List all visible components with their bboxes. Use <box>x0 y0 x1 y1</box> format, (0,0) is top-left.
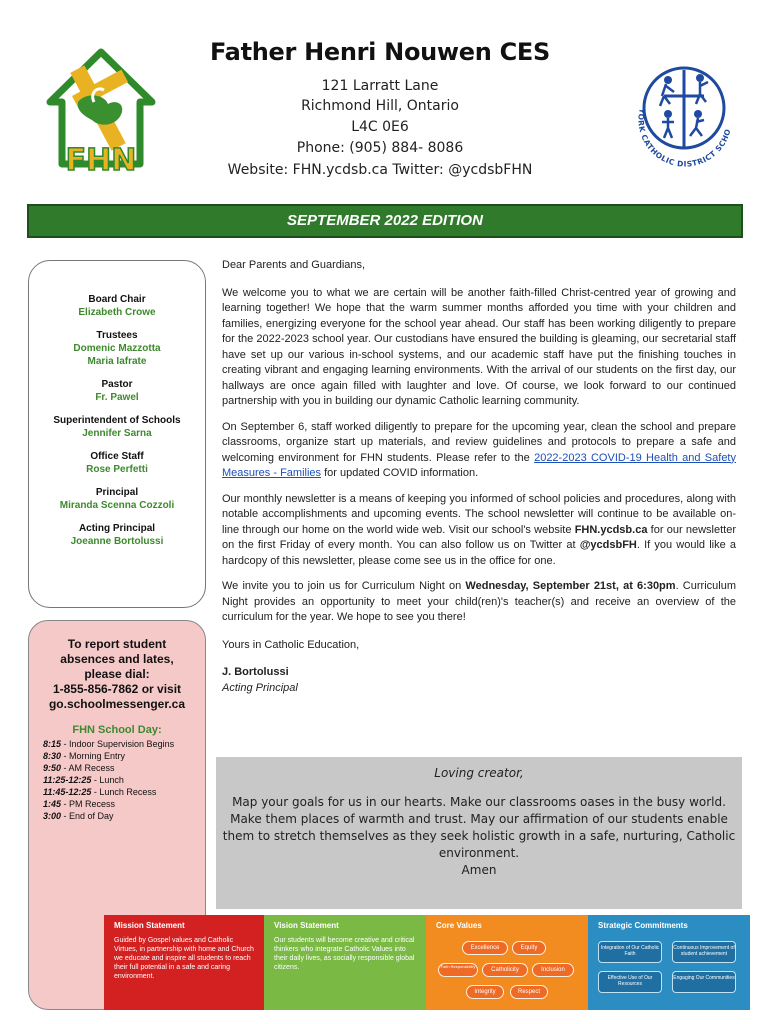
board-group <box>29 522 205 548</box>
schedule-row <box>29 750 205 762</box>
p3-text-c: . If you would like a hardcopy of this newsletter, please come see us in the office for one. <box>222 539 736 567</box>
board-member-name: Elizabeth Crowe <box>78 307 156 318</box>
report-phone: 1-855-856-7862 or visit <box>52 682 182 696</box>
vision-panel <box>264 915 426 1010</box>
strategic-item: Continuous Improvement of student achievement <box>672 941 736 963</box>
letter-paragraph-1: We welcome you to what we are certain will be another faith-filled Christ-centred year of growing and learning together! We hope that the warm summer months afforded you time with your children and families, energizing everyone for the school year ahead. Our staff has been working diligently to prepare for the 2022-2023 school year. Our custodians have ensured the building is gleaming, our secretarial staff have set up our various in-school systems, and our academic staff have put the finishing touches in creating vibrant and engaging learning environments. With the arrival of our students on the first day, our hallways are once again filled with laughter and love. Of course, we look forward to our continued partnership with you in building our dynamic Catholic learning community. <box>222 286 736 407</box>
address-line-1: 121 Larratt Lane <box>321 78 439 94</box>
covid-measures-link[interactable]: 2022-2023 COVID-19 Health and Safety Measures - Families <box>222 451 736 479</box>
strategic-title: Strategic Commitments <box>598 921 688 930</box>
core-value-pill: Catholicity <box>482 963 528 977</box>
core-value-pill: Inclusion <box>532 963 574 977</box>
p2-text-a: On September 6, staff worked diligently to prepare for the upcoming year, clean the school and prepare classrooms, organize start up materials, and review guidelines and protocols to prepare a safe and welcoming environment for FHN students. Please refer to the <box>222 420 736 464</box>
letter-closing: Yours in Catholic Education, <box>222 638 360 651</box>
schedule-desc: - Lunch <box>91 775 124 785</box>
school-day-title: FHN School Day: <box>72 724 162 736</box>
report-line-0: To report student <box>67 637 167 651</box>
core-value-pill: Excellence <box>462 941 508 955</box>
board-member-name: Miranda Scenna Cozzoli <box>59 500 175 511</box>
logo-right-text: YORK CATHOLIC DISTRICT SCHO <box>636 107 733 169</box>
board-group <box>29 486 205 512</box>
address-line-2: Richmond Hill, Ontario <box>301 98 459 114</box>
board-group <box>29 293 205 319</box>
core-value-pill: Integrity <box>466 985 504 999</box>
p3-text-a: Our monthly newsletter is a means of keeping you informed of school policies and procedures, along with notable accomplishments and upcoming events. The school newsletter will continue to be available on-line through our home on the world wide web. Visit our school's website <box>222 492 736 536</box>
board-role: Principal <box>95 487 139 498</box>
board-sidebar <box>28 260 206 608</box>
board-role: Board Chair <box>88 294 146 305</box>
principal-letter <box>222 258 736 696</box>
signature-name: J. Bortolussi <box>222 666 289 678</box>
board-group <box>29 414 205 440</box>
schedule-desc: - PM Recess <box>61 799 116 809</box>
mission-title: Mission Statement <box>114 921 185 930</box>
letter-paragraph-2 <box>222 420 736 482</box>
ycdsb-logo <box>626 52 744 180</box>
schedule-desc: - Lunch Recess <box>91 787 157 797</box>
schedule-row <box>29 798 205 810</box>
edition-banner <box>27 204 743 238</box>
p3-text-b: for our newsletter on the first Friday of every month. You can also follow us on Twitter at <box>222 523 736 551</box>
letter-paragraph-4 <box>222 579 736 626</box>
board-member-name: Joeanne Bortolussi <box>70 536 164 547</box>
board-role: Office Staff <box>90 451 144 462</box>
schedule-time: 9:50 <box>43 763 62 773</box>
schedule-desc: - End of Day <box>61 811 114 821</box>
p4-text-a: We invite you to join us for Curriculum Night on <box>222 580 466 592</box>
signature-title: Acting Principal <box>222 681 298 694</box>
strategic-item: Engaging Our Communities <box>672 971 736 993</box>
board-member-name: Maria Iafrate <box>87 356 147 367</box>
prayer-title: Loving creator, <box>434 766 524 780</box>
school-website-text: FHN.ycdsb.ca <box>574 523 648 536</box>
mission-strip <box>104 915 750 1010</box>
p2-text-b: for updated COVID information. <box>321 467 479 479</box>
board-role: Superintendent of Schools <box>53 415 181 426</box>
report-line-2: please dial: <box>84 667 150 681</box>
prayer-body: Map your goals for us in our hearts. Make our classrooms oases in the busy world. Make them places of warmth and trust. May our affirmation of our students enable them to stretch themselves as they seek holistic growth in a safe, nurturing, Catholic environment. <box>222 795 736 860</box>
core-value-pill: Equity <box>512 941 546 955</box>
schedule-time: 3:00 <box>43 811 62 821</box>
website-twitter: Website: FHN.ycdsb.ca Twitter: @ycdsbFHN <box>227 162 533 178</box>
board-role: Acting Principal <box>78 523 156 534</box>
prayer-amen: Amen <box>461 863 497 877</box>
schedule-time: 11:25-12:25 <box>43 775 92 785</box>
strategic-item: Integration of Our Catholic Faith <box>598 941 662 963</box>
core-values-panel <box>426 915 588 1010</box>
board-group <box>29 450 205 476</box>
core-values-title: Core Values <box>436 921 482 930</box>
schedule-row <box>29 774 205 786</box>
schedule-row <box>29 762 205 774</box>
school-name: Father Henri Nouwen CES <box>209 38 551 66</box>
board-group <box>29 378 205 404</box>
board-role: Trustees <box>96 330 138 341</box>
board-member-name: Rose Perfetti <box>86 464 148 475</box>
board-member-name: Fr. Pawel <box>95 392 139 403</box>
schedule-row <box>29 810 205 822</box>
curriculum-night-date: Wednesday, September 21st, at 6:30pm <box>465 580 676 592</box>
letter-greeting: Dear Parents and Guardians, <box>222 259 366 271</box>
p4-text-b: . Curriculum Night provides an opportunity to meet your child(ren)'s teacher(s) and receive an overview of the curriculum for the year. We hope to see you there! <box>222 580 736 623</box>
schedule-desc: - Morning Entry <box>61 751 126 761</box>
mission-text: Guided by Gospel values and Catholic Virtues, in partnership with home and Church we educate and inspire all students to reach their full potential in a safe and caring environment. <box>114 937 254 980</box>
postal-code: L4C 0E6 <box>351 119 409 135</box>
schedule-time: 1:45 <box>43 799 62 809</box>
board-member-name: Jennifer Sarna <box>82 428 152 439</box>
report-website: go.schoolmessenger.ca <box>48 697 186 711</box>
core-value-pill: Faith Responsibility <box>438 963 478 977</box>
board-member-name: Domenic Mazzotta <box>73 343 161 354</box>
edition-title: SEPTEMBER 2022 EDITION <box>287 212 483 229</box>
strategic-panel <box>588 915 750 1010</box>
board-role: Pastor <box>101 379 133 390</box>
report-line-1: absences and lates, <box>60 652 174 666</box>
twitter-handle-text: @ycdsbFH <box>579 539 637 551</box>
logo-left-text: FHN <box>65 143 137 176</box>
mission-panel <box>104 915 264 1010</box>
schedule-time: 11:45-12:25 <box>43 787 92 797</box>
vision-text: Our students will become creative and critical thinkers who integrate Catholic Values into their daily lives, as socially responsible global citizens. <box>274 937 415 971</box>
schedule-desc: - AM Recess <box>61 763 115 773</box>
schedule-desc: - Indoor Supervision Begins <box>61 739 175 749</box>
vision-title: Vision Statement <box>274 921 339 930</box>
letter-paragraph-3 <box>222 492 736 570</box>
schedule-time: 8:15 <box>43 739 62 749</box>
fhn-logo <box>42 44 160 176</box>
strategic-item: Effective Use of Our Resources <box>598 971 662 993</box>
board-group <box>29 329 205 368</box>
schedule-row <box>29 738 205 750</box>
prayer-box <box>216 757 742 909</box>
schedule-row <box>29 786 205 798</box>
core-value-pill: Respect <box>510 985 548 999</box>
phone-number: Phone: (905) 884- 8086 <box>296 140 464 156</box>
schedule-time: 8:30 <box>43 751 62 761</box>
